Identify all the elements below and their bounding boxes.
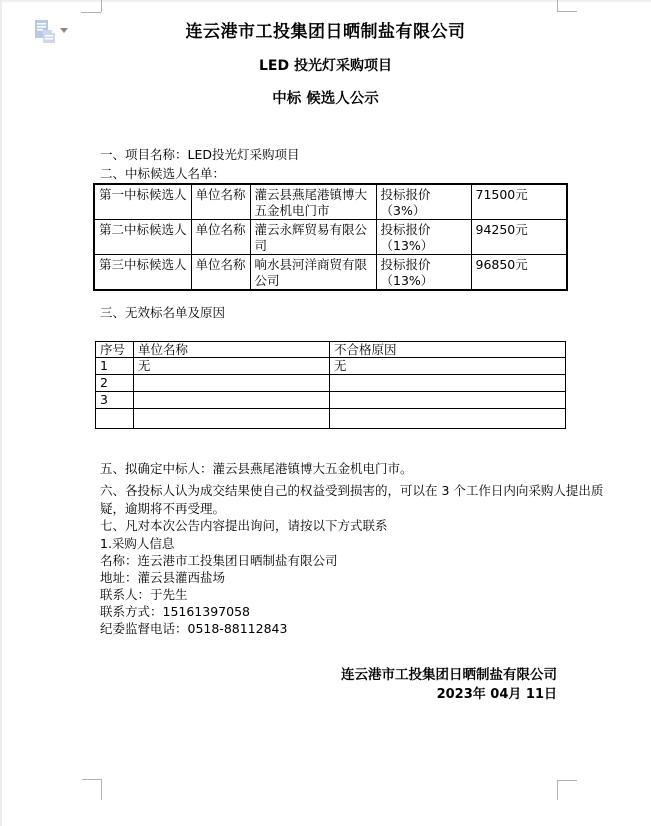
table-cell-company (134, 409, 330, 429)
section-2-candidate-list: 二、中标候选人名单： (100, 166, 226, 181)
crop-mark-top-left (81, 12, 101, 13)
table-cell-seq: 2 (96, 375, 134, 392)
table-cell-company: 灌云县燕尾港镇博大五金机电门市 (250, 184, 376, 220)
table-cell-rank: 第一中标候选人 (94, 184, 191, 220)
column-header-company: 单位名称 (134, 342, 330, 358)
table-cell-price: 94250元 (471, 220, 567, 255)
table-cell-company: 无 (134, 358, 330, 375)
table-cell-label: 单位名称 (191, 184, 250, 220)
table-row (96, 409, 566, 429)
table-row (94, 255, 567, 291)
table-cell-price: 96850元 (471, 255, 567, 291)
section-3-invalid-bids: 三、无效标名单及原因 (100, 305, 226, 320)
window-top-shadow (0, 0, 651, 3)
column-header-reason: 不合格原因 (330, 342, 566, 358)
signature-date: 2023年 04月 11日 (436, 687, 557, 702)
table-cell-rank: 第三中标候选人 (94, 255, 191, 291)
section-6-objection-line2: 疑，逾期将不再受理。 (100, 501, 226, 516)
table-cell-price-label: 投标报价（13%） (376, 220, 471, 255)
crop-mark-top-right (557, 11, 577, 12)
contact-phone: 联系方式：15161397058 (100, 604, 250, 619)
page-left-edge (0, 0, 2, 826)
table-row (94, 184, 567, 220)
crop-mark-bottom-left (101, 779, 102, 800)
contact-heading: 1.采购人信息 (100, 536, 175, 551)
section-7-contact-intro: 七、凡对本次公告内容提出询问，请按以下方式联系 (100, 518, 388, 533)
table-cell-reason: 无 (330, 358, 566, 375)
table-cell-price-label: 投标报价（13%） (376, 255, 471, 291)
contact-name: 名称：连云港市工投集团日晒制盐有限公司 (100, 553, 338, 568)
table-cell-reason (330, 392, 566, 409)
crop-mark-top-right (557, 0, 558, 11)
crop-mark-top-left (101, 0, 102, 12)
signature-company: 连云港市工投集团日晒制盐有限公司 (341, 667, 557, 683)
signature-block (341, 665, 557, 705)
table-cell-company: 响水县河洋商贸有限公司 (250, 255, 376, 291)
table-cell-company (134, 392, 330, 409)
table-cell-company (134, 375, 330, 392)
table-cell-reason (330, 375, 566, 392)
table-cell-company: 灌云永辉贸易有限公司 (250, 220, 376, 255)
section-1-project-name: 一、项目名称：LED投光灯采购项目 (100, 147, 300, 162)
page-title-announcement: 中标 候选人公示 (272, 91, 379, 107)
crop-mark-bottom-right (557, 780, 577, 781)
table-row (96, 375, 566, 392)
contact-address: 地址：灌云县灌西盐场 (100, 570, 226, 585)
invalid-bids-table (95, 341, 566, 429)
table-row (94, 220, 567, 255)
table-row (96, 392, 566, 409)
table-cell-label: 单位名称 (191, 255, 250, 291)
contact-person: 联系人：于先生 (100, 587, 188, 602)
crop-mark-bottom-right (557, 780, 558, 800)
section-5-proposed-winner: 五、拟确定中标人：灌云县燕尾港镇博大五金机电门市。 (100, 461, 413, 476)
crop-mark-bottom-left (82, 779, 102, 780)
contact-supervision-phone: 纪委监督电话：0518-88112843 (100, 621, 288, 636)
column-header-seq: 序号 (96, 342, 134, 358)
page-title-company: 连云港市工投集团日晒制盐有限公司 (185, 22, 466, 42)
table-cell-reason (330, 409, 566, 429)
candidates-table (93, 183, 568, 291)
table-row (96, 358, 566, 375)
section-6-objection-line1: 六、各投标人认为成交结果使自己的权益受到损害的，可以在 3 个工作日内向采购人提出质 (100, 483, 604, 498)
table-header-row (96, 342, 566, 358)
table-cell-seq: 3 (96, 392, 134, 409)
table-cell-label: 单位名称 (191, 220, 250, 255)
table-cell-seq (96, 409, 134, 429)
table-cell-price-label: 投标报价（3%） (376, 184, 471, 220)
table-cell-seq: 1 (96, 358, 134, 375)
table-cell-rank: 第二中标候选人 (94, 220, 191, 255)
page-title-project: LED 投光灯采购项目 (259, 58, 392, 74)
table-cell-price: 71500元 (471, 184, 567, 220)
